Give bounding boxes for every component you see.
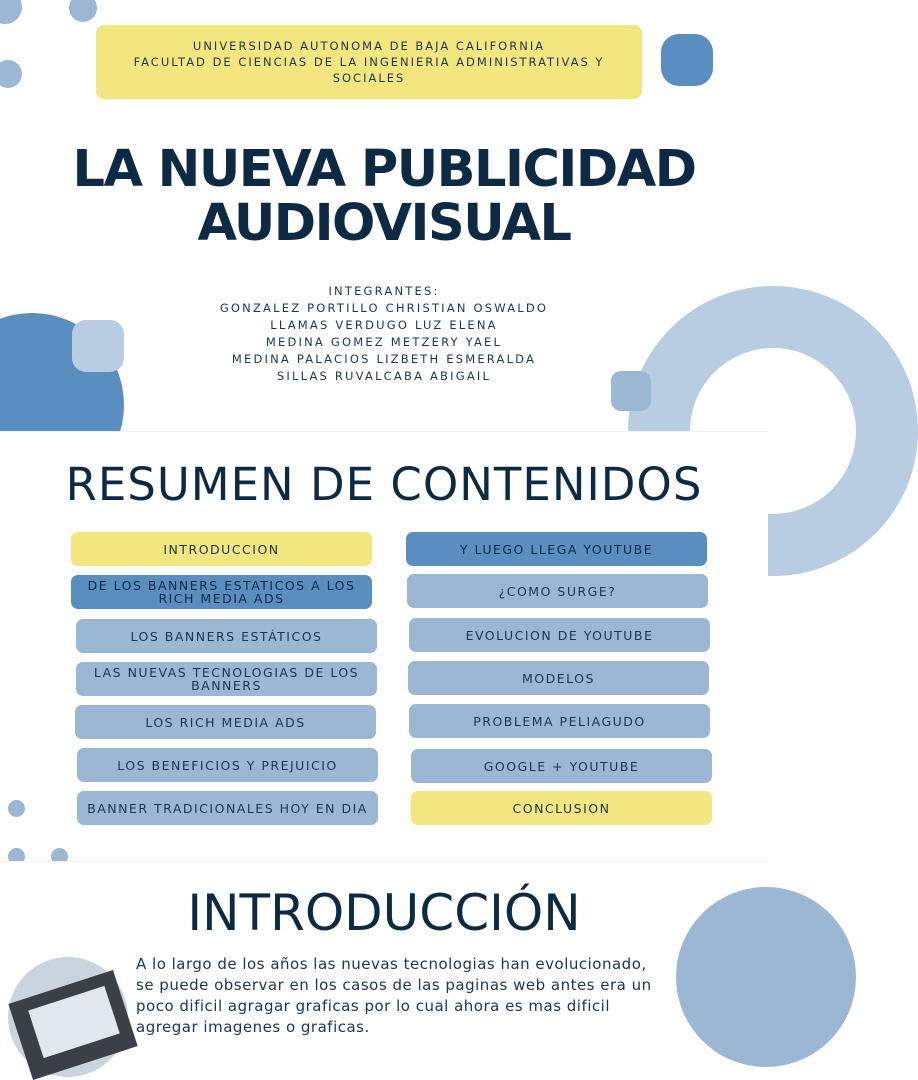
toc-item-label: PROBLEMA PELIAGUDO: [473, 713, 646, 729]
toc-item[interactable]: [76, 619, 377, 653]
toc-item-label: GOOGLE + YOUTUBE: [483, 758, 640, 774]
decor-square: [661, 34, 713, 86]
toc-item-label: LOS RICH MEDIA ADS: [145, 714, 306, 730]
toc-item-label: BANNER TRADICIONALES HOY EN DIA: [87, 800, 368, 816]
toc-item[interactable]: [407, 574, 708, 608]
intro-page: [0, 861, 768, 1036]
intro-title: INTRODUCCIÓN: [187, 884, 581, 942]
institution-banner: [96, 25, 642, 99]
toc-item[interactable]: [77, 748, 378, 782]
member-name: LLAMAS VERDUGO LUZ ELENA: [270, 318, 498, 332]
intro-paragraph: A lo largo de los años las nuevas tecnologias han evolucionado, se puede observar en los casos de las paginas web antes era un poco dificil agragar graficas por lo cual ahora es mas dificil agregar imagenes o graficas.: [136, 955, 652, 1036]
toc-item-label: MODELOS: [522, 670, 595, 686]
toc-item[interactable]: [409, 704, 710, 738]
toc-item-label: INTRODUCCION: [163, 541, 280, 557]
toc-item[interactable]: [71, 532, 372, 566]
decor-dot: [0, 60, 22, 88]
member-name: GONZALEZ PORTILLO CHRISTIAN OSWALDO: [219, 301, 549, 315]
toc-item[interactable]: [411, 749, 712, 783]
toc-item-label: LAS NUEVAS TECNOLOGIAS DE LOS BANNERS: [93, 665, 360, 693]
decor-dot: [0, 0, 22, 24]
decor-dot: [8, 800, 25, 817]
toc-item[interactable]: [76, 662, 377, 696]
members-heading: INTEGRANTES:: [328, 284, 440, 298]
toc-item[interactable]: [411, 791, 712, 825]
toc-item[interactable]: [408, 661, 709, 695]
decor-dot: [69, 0, 97, 22]
toc-item[interactable]: [71, 575, 372, 609]
toc-item-label: ¿COMO SURGE?: [498, 583, 617, 599]
title-line: AUDIOVISUAL: [197, 194, 571, 253]
toc-item-label: DE LOS BANNERS ESTATICOS A LOS RICH MEDIA ADS: [87, 578, 356, 606]
toc-item-label: CONCLUSION: [512, 800, 611, 816]
cover-page: [0, 0, 768, 431]
institution-line: UNIVERSIDAD AUTONOMA DE BAJA CALIFORNIA: [192, 39, 546, 53]
toc-item[interactable]: [77, 791, 378, 825]
toc-item[interactable]: [406, 532, 707, 566]
member-name: MEDINA GOMEZ METZERY YAEL: [265, 335, 503, 349]
member-name: SILLAS RUVALCABA ABIGAIL: [276, 369, 492, 383]
contents-page: [0, 431, 768, 862]
title-line: LA NUEVA PUBLICIDAD: [72, 140, 696, 199]
toc-item-label: LOS BENEFICIOS Y PREJUICIO: [117, 757, 338, 773]
members-list: [0, 283, 768, 385]
institution-line: SOCIALES: [332, 71, 406, 85]
page-title: [0, 140, 768, 253]
toc-item-label: LOS BANNERS ESTÁTICOS: [130, 628, 323, 644]
laptop-photo: [8, 957, 128, 1077]
toc-item[interactable]: [409, 618, 710, 652]
institution-line: FACULTAD DE CIENCIAS DE LA INGENIERIA ADMINISTRATIVAS Y: [133, 55, 605, 69]
contents-title: RESUMEN DE CONTENIDOS: [65, 458, 703, 511]
toc-item[interactable]: [75, 705, 376, 739]
member-name: MEDINA PALACIOS LIZBETH ESMERALDA: [231, 352, 537, 366]
toc-item-label: EVOLUCION DE YOUTUBE: [465, 627, 654, 643]
toc-item-label: Y LUEGO LLEGA YOUTUBE: [459, 541, 654, 557]
